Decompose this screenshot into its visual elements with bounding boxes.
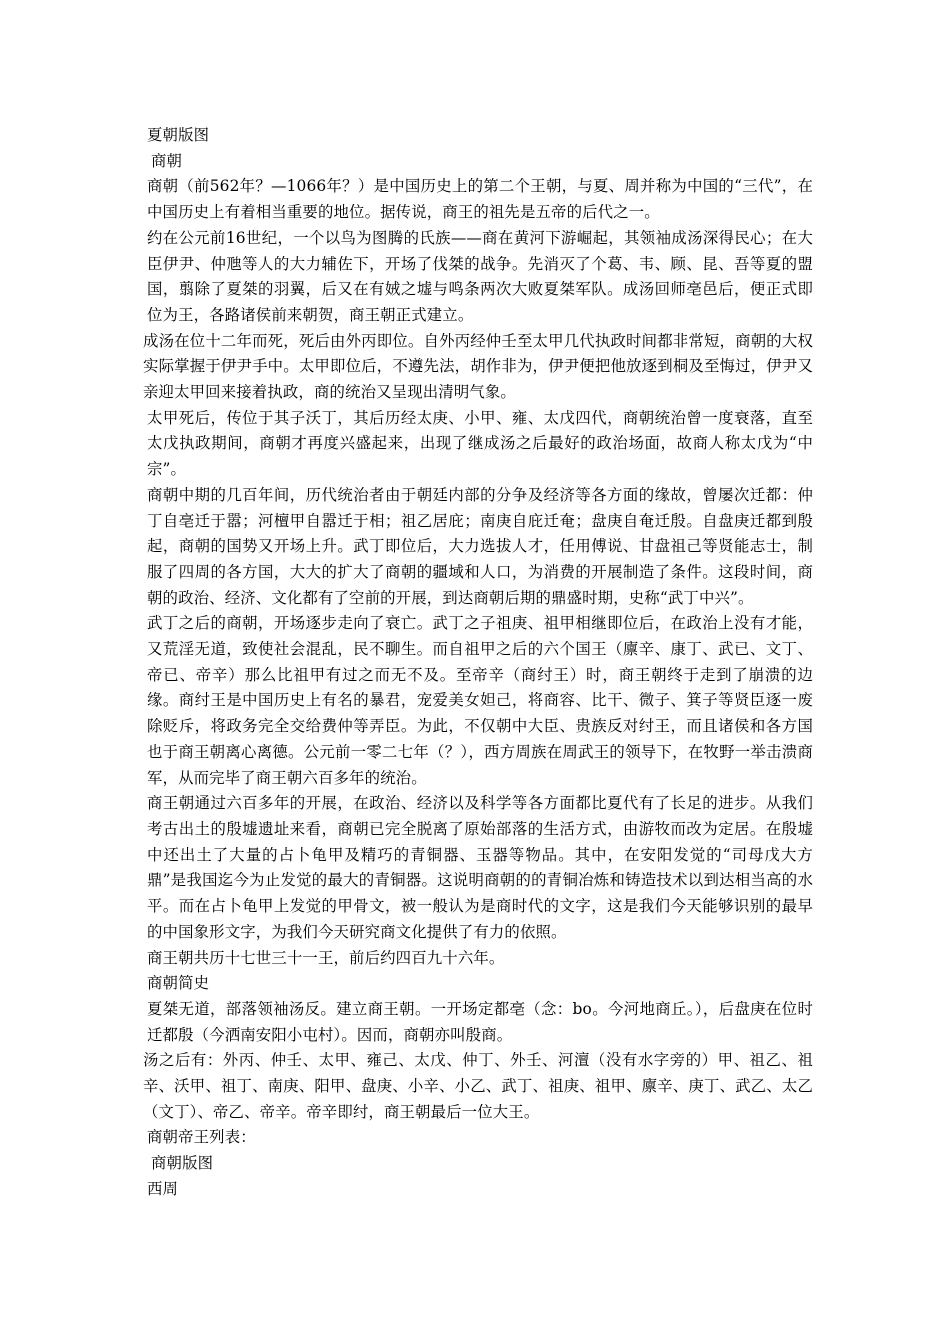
caption-shang-map: 商朝版图 (151, 1154, 214, 1173)
paragraph-decline: 武丁之后的商朝，开场逐步走向了衰亡。武丁之子祖庚、祖甲相继即位后，在政治上没有才能，又荒淫无道，致使社会混乱，民不聊生。而自祖甲之后的六个国王（廪辛、康丁、武已、文丁、帝已、帝辛）那么比祖甲有过之而无不及。至帝辛（商纣王）时，商王朝终于走到了崩溃的边缘。商纣王是中国历史上有名的暴君，宠爱美女妲己，将商容、比干、微子、箕子等贤臣逐一废除贬斥，将政务完全交给费仲等弄臣。为此，不仅朝中大臣、贵族反对纣王，而且诸侯和各方国也于商王朝离心离德。公元前一零二七年（？），西方周族在周武王的领导下，在牧野一举击溃商军，从而完毕了商王朝六百多年的统治。 (147, 614, 813, 787)
caption-xia-map: 夏朝版图 (147, 126, 210, 144)
paragraph-summary: 商王朝共历十七世三十一王，前后约四百九十六年。 (147, 948, 505, 967)
heading-shang: 商朝 (151, 151, 183, 170)
paragraph-intro: 商朝（前562年？—1066年？）是中国历史上的第二个王朝，与夏、周并称为中国的“三代”，在中国历史上有着相当重要的地位。据传说，商王的祖先是五帝的后代之一。 (147, 177, 813, 222)
heading-king-table: 商朝帝王列表： (147, 1128, 256, 1147)
paragraph-king-list: 汤之后有：外丙、仲壬、太甲、雍己、太戊、仲丁、外壬、河澶（没有水字旁的）甲、祖乙、祖辛、沃甲、祖丁、南庚、阳甲、盘庚、小辛、小乙、武丁、祖庚、祖甲、廪辛、庚丁、武乙、太乙（文丁）、帝乙、帝辛。帝辛即纣，商王朝最后一位大王。 (143, 1051, 813, 1121)
paragraph-brief-history: 夏桀无道，部落领袖汤反。建立商王朝。一开场定都亳（念：bo。今河地商丘。），后盘庚在位时迁都殷（今洒南安阳小屯村）。因而，商朝亦叫殷商。 (147, 999, 813, 1044)
document-page (143, 123, 813, 1203)
paragraph-achievements: 商王朝通过六百多年的开展，在政治、经济以及科学等各方面都比夏代有了长足的进步。从我们考古出土的殷墟遗址来看，商朝已完全脱离了原始部落的生活方式，由游牧而改为定居。在殷墟中还出土了大量的占卜龟甲及精巧的青铜器、玉器等物品。其中，在安阳发觉的“司母戊大方鼎”是我国迄今为止发觉的最大的青铜器。这说明商朝的的青铜冶炼和铸造技术以到达相当高的水平。而在占卜龟甲上发觉的甲骨文，被一般认为是商时代的文字，这是我们今天能够识别的最早的中国象形文字，为我们今天研究商文化提供了有力的依照。 (147, 794, 813, 941)
heading-brief-history: 商朝简史 (147, 974, 210, 993)
heading-western-zhou: 西周 (147, 1179, 179, 1198)
paragraph-founding: 约在公元前16世纪，一个以鸟为图腾的氏族——商在黄河下游崛起，其领袖成汤深得民心；在大臣伊尹、仲虺等人的大力辅佐下，开场了伐桀的战争。先消灭了个葛、韦、顾、昆、吾等夏的盟国，翦除了夏桀的羽翼，后又在有娀之墟与鸣条两次大败夏桀军队。成汤回师亳邑后，便正式即位为王，各路诸侯前来朝贺，商王朝正式建立。 (147, 228, 813, 324)
paragraph-chengtang: 成汤在位十二年而死，死后由外丙即位。自外丙经仲壬至太甲几代执政时间都非常短，商朝的大权实际掌握于伊尹手中。太甲即位后，不遵先法，胡作非为，伊尹便把他放逐到桐及至悔过，伊尹又亲迎太甲回来接着执政，商的统治又呈现出清明气象。 (143, 331, 813, 402)
paragraph-mid-shang: 商朝中期的几百年间，历代统治者由于朝廷内部的分争及经济等各方面的缘故，曾屡次迁都：仲丁自亳迁于嚣；河檀甲自嚣迁于相；祖乙居庇；南庚自庇迁奄；盘庚自奄迁殷。自盘庚迁都到殷起，商朝的国势又开场上升。武丁即位后，大力选拔人才，任用傅说、甘盘祖己等贤能志士，制服了四周的各方国，大大的扩大了商朝的疆域和人口，为消费的开展制造了条件。这段时间，商朝的政治、经济、文化都有了空前的开展，到达商朝后期的鼎盛时期，史称“武丁中兴”。 (147, 485, 813, 607)
paragraph-taijia: 太甲死后，传位于其子沃丁，其后历经太庚、小甲、雍、太戊四代，商朝统治曾一度衰落，直至太戊执政期间，商朝才再度兴盛起来，出现了继成汤之后最好的政治场面，故商人称太戊为“中宗”。 (147, 408, 813, 479)
